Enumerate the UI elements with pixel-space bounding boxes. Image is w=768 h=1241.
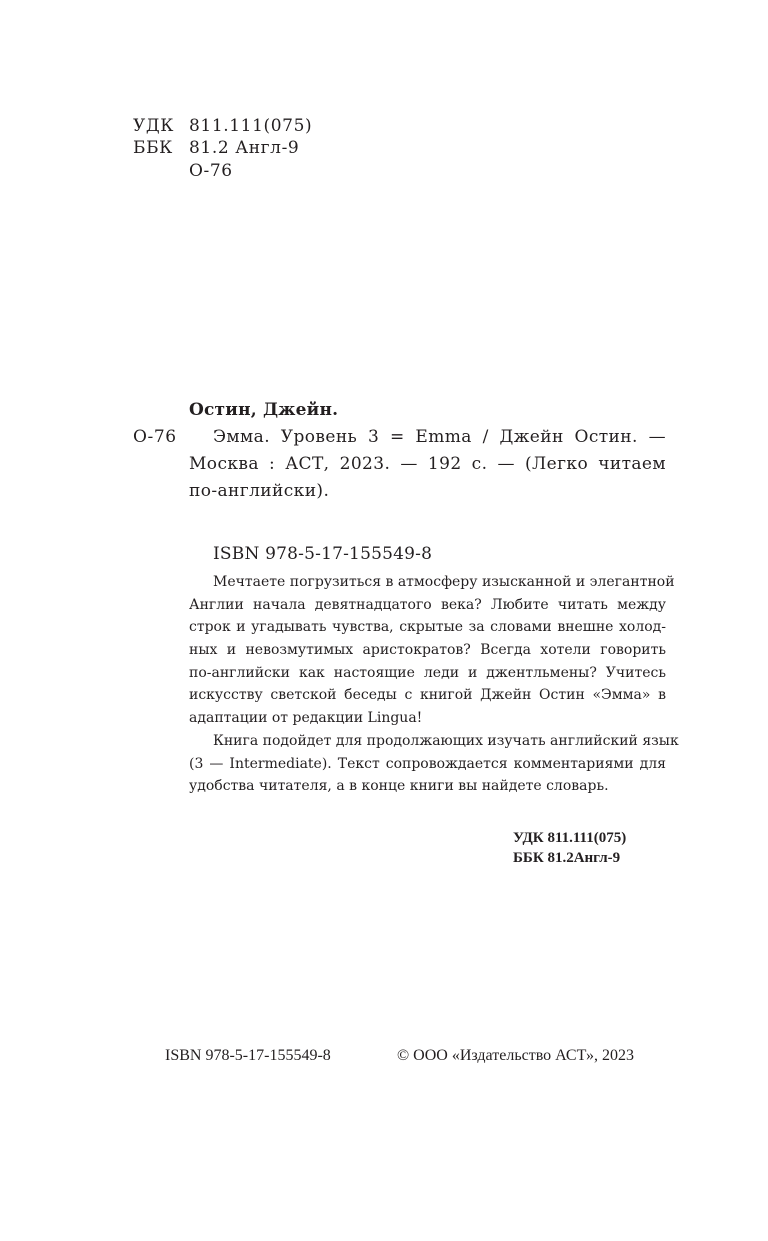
annotation-line: удобства читателя, а в конце книги вы найдете словарь.: [189, 778, 609, 794]
udk-label: УДК: [133, 116, 175, 136]
author-mark: О-76: [189, 161, 233, 181]
bbk-value: 81.2 Англ-9: [189, 138, 300, 158]
annotation-line: ных и невозмутимых аристократов? Всегда хотели говорить: [189, 642, 666, 658]
index-bbk: ББК 81.2Англ-9: [513, 850, 621, 866]
bib-line: Эмма. Уровень 3 = Emma / Джейн Остин. —: [213, 427, 666, 447]
udk-value: 811.111(075): [189, 116, 313, 136]
annotation-line: строк и угадывать чувства, скрытые за словами внешне холод-: [189, 619, 666, 635]
bib-author-mark: О-76: [133, 427, 177, 447]
footer-isbn: ISBN 978-5-17-155549-8: [165, 1047, 331, 1064]
annotation-line: адаптации от редакции Lingua!: [189, 710, 423, 726]
annotation-line: по-английски как настоящие леди и джентльмены? Учитесь: [189, 665, 666, 681]
annotation-line: Англии начала девятнадцатого века? Любите читать между: [189, 597, 666, 613]
annotation-line: искусству светской беседы с книгой Джейн Остин «Эмма» в: [189, 687, 666, 703]
annotation-line: Мечтаете погрузиться в атмосферу изысканной и элегантной: [213, 574, 675, 590]
bib-isbn: ISBN 978-5-17-155549-8: [213, 544, 433, 564]
bib-author: Остин, Джейн.: [189, 400, 339, 420]
annotation-line: Книга подойдет для продолжающих изучать английский язык: [213, 733, 679, 749]
index-udk: УДК 811.111(075): [513, 830, 627, 846]
bib-line: по-английски).: [189, 481, 330, 501]
annotation-line: (3 — Intermediate). Текст сопровождается комментариями для: [189, 756, 666, 772]
footer-copyright: © ООО «Издательство АСТ», 2023: [397, 1047, 634, 1064]
bbk-label: ББК: [133, 138, 173, 158]
bib-line: Москва : АСТ, 2023. — 192 с. — (Легко читаем: [189, 454, 666, 474]
